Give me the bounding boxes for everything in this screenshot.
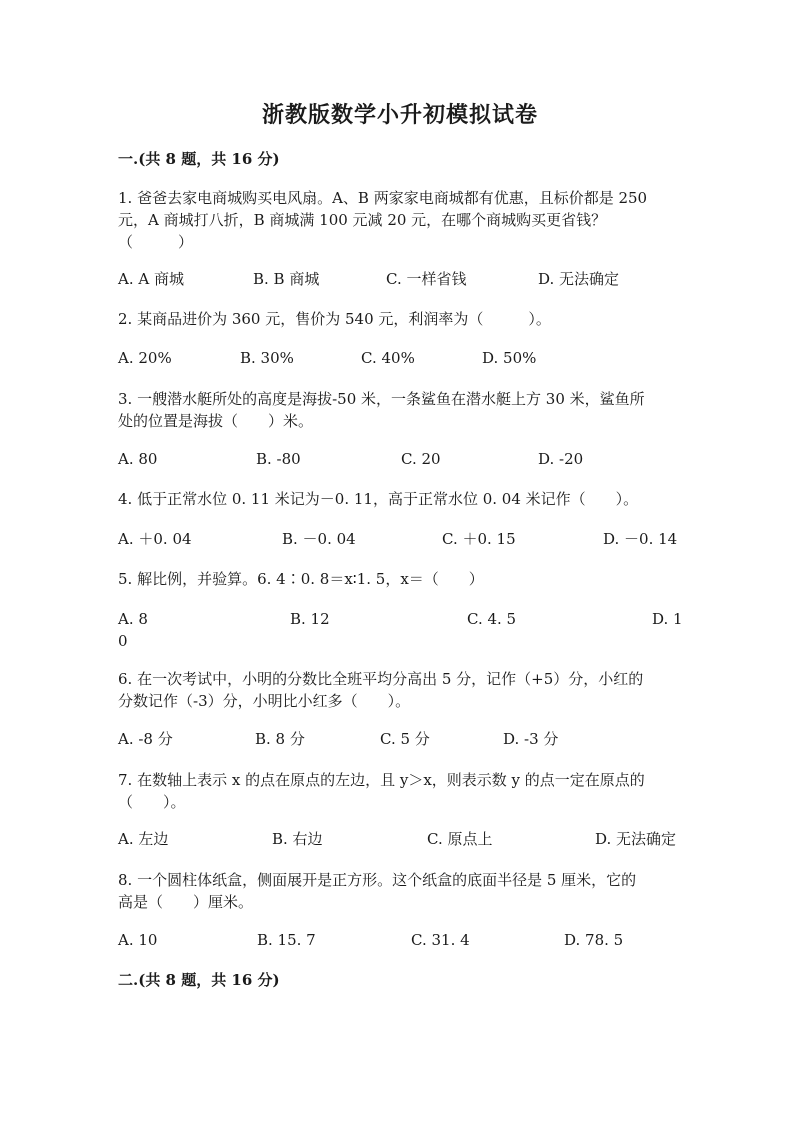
question-6-line-2: 分数记作（-3）分，小明比小红多（ ）。 [118, 692, 411, 710]
question-8-options [118, 929, 683, 973]
question-2-line-1: 2. 某商品进价为 360 元，售价为 540 元，利润率为（ ）。 [118, 310, 551, 328]
question-5 [118, 568, 678, 590]
question-3-option-b[interactable]: B. -80 [256, 450, 301, 468]
question-7-line-1: 7. 在数轴上表示 x 的点在原点的左边，且 y＞x，则表示数 y 的点一定在原点的 [118, 771, 645, 789]
question-2-option-c[interactable]: C. 40% [361, 349, 415, 367]
question-4-option-b[interactable]: B. －0. 04 [282, 530, 356, 548]
question-2-options [118, 347, 683, 391]
question-8-option-a[interactable]: A. 10 [118, 931, 158, 949]
question-1-option-a[interactable]: A. A 商城 [118, 270, 184, 288]
question-7-options [118, 828, 683, 872]
question-6-option-b[interactable]: B. 8 分 [255, 730, 305, 748]
question-2-option-a[interactable]: A. 20% [118, 349, 172, 367]
question-3-options [118, 448, 683, 492]
question-1-line-1: 1. 爸爸去家电商城购买电风扇。A、B 两家家电商城都有优惠，且标价都是 250 [118, 189, 648, 207]
question-6-options [118, 728, 683, 772]
question-6-option-d[interactable]: D. -3 分 [503, 730, 559, 748]
question-1 [118, 187, 678, 253]
question-7-option-c[interactable]: C. 原点上 [427, 830, 493, 848]
question-3-option-c[interactable]: C. 20 [401, 450, 441, 468]
question-8-line-1: 8. 一个圆柱体纸盒，侧面展开是正方形。这个纸盒的底面半径是 5 厘米，它的 [118, 871, 637, 889]
question-1-line-3: （ ） [118, 233, 194, 251]
question-7 [118, 769, 678, 813]
question-3-option-a[interactable]: A. 80 [118, 450, 158, 468]
question-4 [118, 488, 678, 510]
section-1-header: 一.(共 8 题，共 16 分) [118, 150, 280, 168]
question-3 [118, 388, 678, 432]
question-6-option-a[interactable]: A. -8 分 [118, 730, 173, 748]
question-5-line-1: 5. 解比例，并验算。6. 4∶0. 8＝x∶1. 5，x＝（ ） [118, 570, 484, 588]
question-5-option-a[interactable]: A. 8 [118, 610, 148, 628]
question-4-option-d[interactable]: D. －0. 14 [603, 530, 678, 548]
question-7-line-2: （ ）。 [118, 793, 186, 811]
question-8-option-b[interactable]: B. 15. 7 [257, 931, 316, 949]
question-2 [118, 308, 678, 330]
question-4-line-1: 4. 低于正常水位 0. 11 米记为－0. 11，高于正常水位 0. 04 米记作（ ）。 [118, 490, 639, 508]
question-4-option-c[interactable]: C. ＋0. 15 [442, 530, 516, 548]
question-7-option-b[interactable]: B. 右边 [272, 830, 323, 848]
question-4-option-a[interactable]: A. ＋0. 04 [118, 530, 192, 548]
question-6 [118, 668, 678, 712]
question-8-line-2: 高是（ ）厘米。 [118, 893, 254, 911]
question-1-option-c[interactable]: C. 一样省钱 [386, 270, 467, 288]
question-2-option-b[interactable]: B. 30% [240, 349, 294, 367]
question-8-option-d[interactable]: D. 78. 5 [564, 931, 624, 949]
question-6-option-c[interactable]: C. 5 分 [380, 730, 430, 748]
question-8 [118, 869, 678, 913]
question-1-option-b[interactable]: B. B 商城 [253, 270, 320, 288]
question-3-line-1: 3. 一艘潜水艇所处的高度是海拔-50 米，一条鲨鱼在潜水艇上方 30 米，鲨鱼所 [118, 390, 645, 408]
question-3-line-2: 处的位置是海拔（ ）米。 [118, 412, 314, 430]
question-2-option-d[interactable]: D. 50% [482, 349, 537, 367]
question-1-line-2: 元，A 商城打八折，B 商城满 100 元减 20 元，在哪个商城购买更省钱？ [118, 211, 607, 229]
question-5-option-d-wrap: 0 [118, 632, 128, 650]
question-1-option-d[interactable]: D. 无法确定 [538, 270, 620, 288]
question-4-options [118, 528, 683, 572]
question-8-option-c[interactable]: C. 31. 4 [411, 931, 470, 949]
question-7-option-a[interactable]: A. 左边 [118, 830, 169, 848]
question-5-option-c[interactable]: C. 4. 5 [467, 610, 517, 628]
section-2-header: 二.(共 8 题，共 16 分) [118, 971, 280, 989]
question-5-option-d[interactable]: D. 1 [652, 610, 683, 628]
question-5-option-b[interactable]: B. 12 [290, 610, 330, 628]
question-3-option-d[interactable]: D. -20 [538, 450, 584, 468]
exam-title: 浙教版数学小升初模拟试卷 [261, 102, 538, 128]
question-6-line-1: 6. 在一次考试中，小明的分数比全班平均分高出 5 分，记作（+5）分，小红的 [118, 670, 644, 688]
question-5-options [118, 608, 683, 652]
question-7-option-d[interactable]: D. 无法确定 [595, 830, 677, 848]
question-1-options [118, 268, 683, 312]
